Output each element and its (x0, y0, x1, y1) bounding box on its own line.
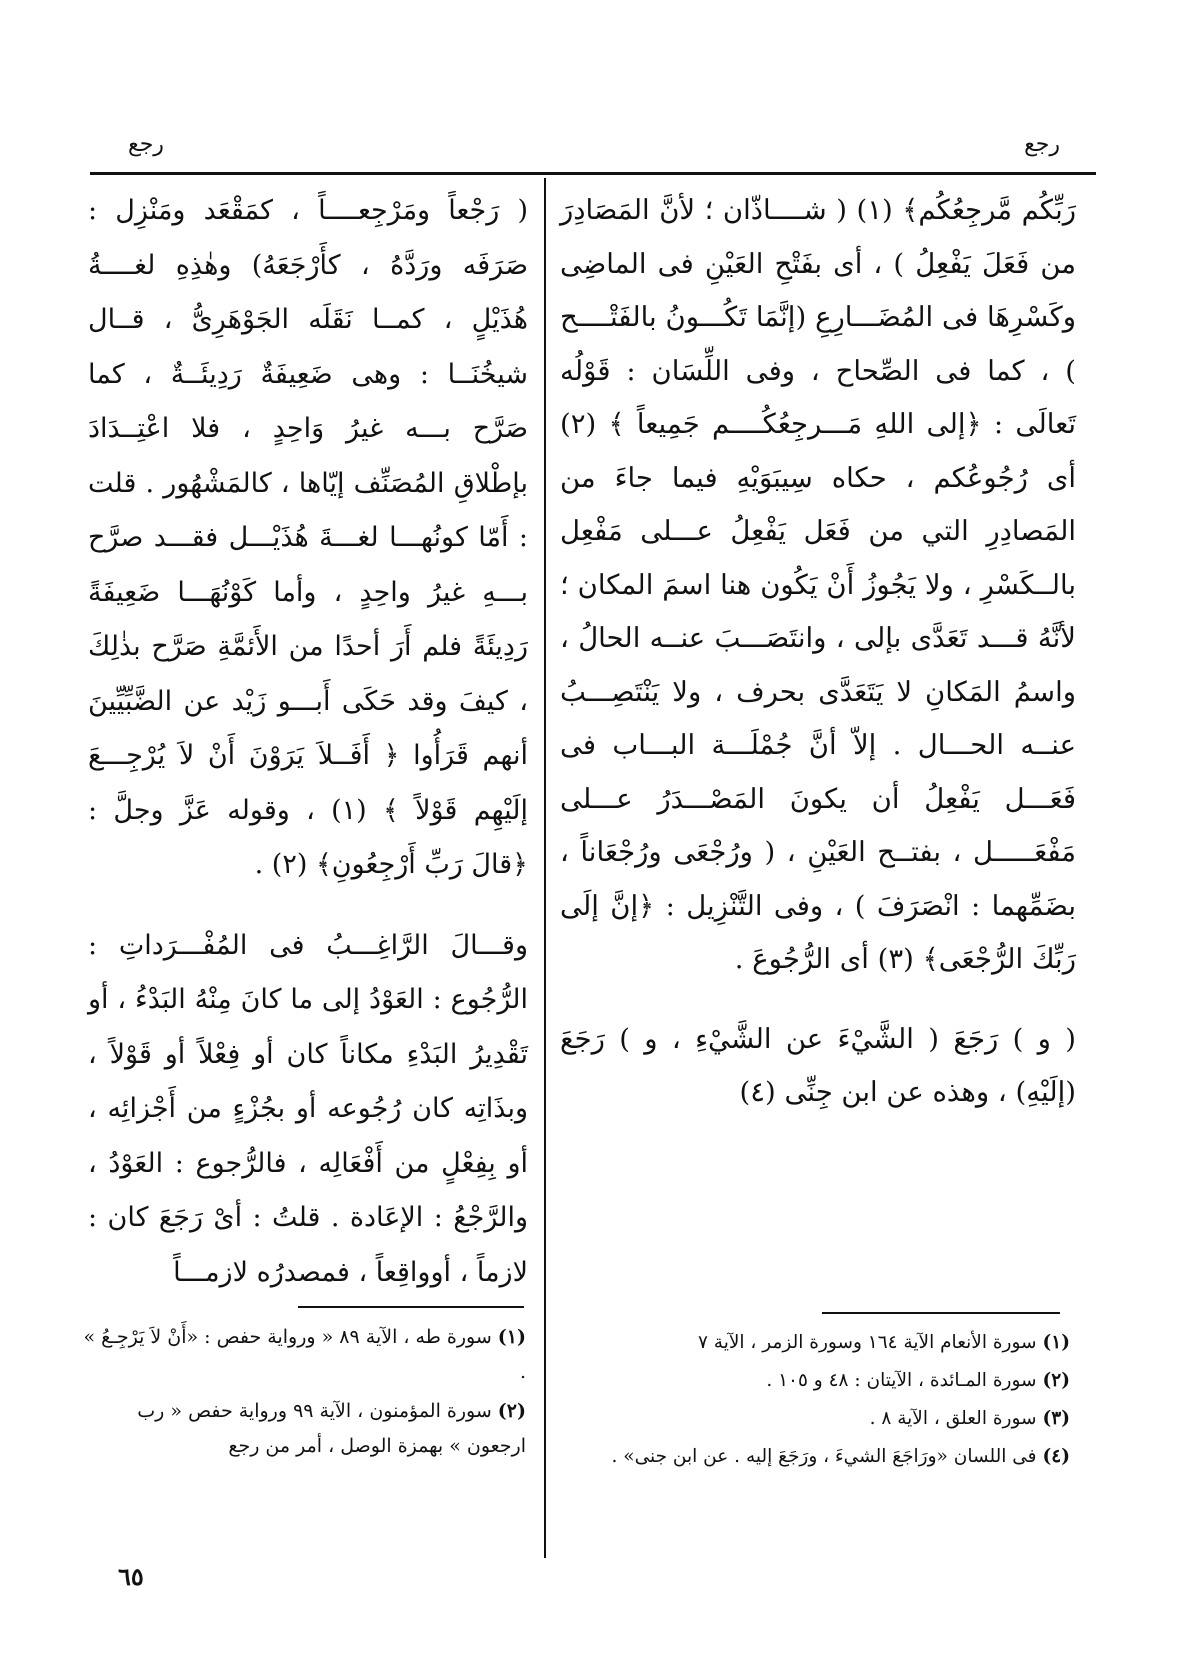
footnote-number: (٤) (1042, 1446, 1070, 1467)
column-divider (544, 178, 546, 1558)
right-column-paragraph: رَبِّكُم مَّرجِعُكُم﴾ (١) ( شــــاذّان ؛ لأنَّ المَصَادِرَ من فَعَلَ يَفْعِلُ ) ، أى بفَتْحِ العَيْنِ فى الماضِى وكَسْرِهَا فى المُضَـــارِعِ (إنَّمَا تَكُـــونُ بالفَتْــــح ) ، كما فى الصِّحاح ، وفى اللِّسَان : قَوْلُه تَعالَى : ﴿إلى اللهِ مَـــرجِعُكُــــم جَمِيعاً ﴾ (٢) أى رُجُوعُكم ، حكاه سِيبَوَيْهِ فيما جاءَ من المَصادِرِ التي من فَعَل يَفْعِلُ عـــلى مَفْعِل بالــكَسْرِ ، ولا يَجُوزُ أَنْ يَكُون هنا اسمَ المكان ؛ لأنَّهُ قـــد تَعَدَّى بإلى ، وانتَصَـــبَ عنــه الحالُ ، واسمُ المَكانِ لا يَتَعَدَّى بحرف ، ولا يَنْتَصِـــبُ عنــه الحـــال . إلاّ أنَّ جُمْلَـــة البـــاب فى فَعَـــل يَفْعِلُ أن يكونَ المَصْـــدَرُ عـــلى مَفْعَـــــل ، بفتــح العَيْنِ ، ( ورُجْعَى ورُجْعَاناً ، بضَمِّهما : انْصَرَفَ ) ، وفى التَّنْزِيل : ﴿إنَّ إلَى رَبِّكَ الرُّجْعَى﴾ (٣) أى الرُّجُوعَ . (560, 194, 1076, 975)
footnote-text: سورة الأنعام الآية ١٦٤ وسورة الزمر ، الآية ٧ (697, 1332, 1037, 1353)
footnote-text: سورة المـائدة ، الآيتان : ٤٨ و ١٠٥ . (766, 1370, 1037, 1391)
footnote-text: سورة المؤمنون ، الآية ٩٩ ورواية حفص « رب ارجعون » بهمزة الوصل ، أمر من رجع (137, 1400, 526, 1457)
footnote-number: (٢) (1042, 1370, 1070, 1391)
page-number: ٦٥ (118, 1562, 144, 1591)
footnote-number: (٣) (1042, 1408, 1070, 1429)
running-head-left: رجع (128, 132, 164, 157)
footnote-number: (١) (497, 1326, 526, 1348)
left-column-paragraph: وقـــالَ الرَّاغِـــبُ فى المُفْـــرَداتِ : الرُّجُوع : العَوْدُ إلى ما كانَ مِنْهُ البَدْءُ ، أو تَقْدِيرُ البَدْءِ مكاناً كان أو فِعْلاً أو قَوْلاً ، وبذَاتِه كان رُجُوعه أو بجُزْءٍ من أَجْزائِه ، أو بِفِعْلٍ من أَفْعَالِه ، فالرُّجوع : العَوْدُ ، والرَّجْعُ : الإعَادة . قلتُ : أىْ رَجَعَ كان : لازماً ، أوواقِعاً ، فمصدرُه لازمـــاً (88, 929, 528, 1288)
footnote-rule-left (298, 1306, 524, 1308)
running-head-right: رجع (1024, 132, 1060, 157)
footnote-number: (١) (1042, 1332, 1070, 1353)
footnote-text: فى اللسان «ورَاجَعَ الشيءَ ، ورَجَعَ إليه . عن ابن جنى» . (611, 1446, 1037, 1467)
left-column-paragraph: ( رَجْعاً ومَرْجِعــــاً ، كمَقْعَد ومَنْزِل : صَرَفَه ورَدَّهُ ، كأَرْجَعَهُ) وهٰذِهِ لغــــةُ هُذَيْلٍ ، كمــا نَقَلَه الجَوْهَرِىُّ ، قــال شيخُنَــا : وهى ضَعِيفَةٌ رَدِيئَــةٌ ، كما صَرَّح بـــه غيرُ وَاحِدٍ ، فلا اعْتِــدَادَ بإطْلاقِ المُصَنِّف إيّاها ، كالمَشْهُور . قلت : أَمّا كونُهـــا لغـــةَ هُذَيْـــل فقـــد صرَّح بـــهِ غيرُ واحِدٍ ، وأما كَوْنُهَـــا ضَعِيفَةً رَدِيئَةً فلم أَرَ أحدًا من الأَئمَّةِ صَرَّح بذٰلِكَ ، كيفَ وقد حَكَى أَبـــو زَيْد عن الضَّبِّيِّينَ أنهم قَرَأُوا ﴿ أَفَــلاَ يَرَوْنَ أَنْ لاَ يُرْجِـــعَ إلَيْهِم قَوْلاً ﴾ (١) ، وقوله عَزَّ وجلَّ : ﴿قالَ رَبِّ أَرْجِعُونِ﴾ (٢) . (88, 195, 528, 880)
footnote (560, 1326, 1070, 1360)
footnote-text: سورة العلق ، الآية ٨ . (869, 1408, 1037, 1429)
footnote (560, 1440, 1070, 1474)
footnote (560, 1402, 1070, 1436)
footnote (560, 1364, 1070, 1398)
right-column-paragraph: ( و ) رَجَعَ ( الشَّيْءَ عن الشَّيْءِ ، و ) رَجَعَ (إلَيْهِ) ، وهذه عن ابن جِنِّى (٤) (560, 1022, 1076, 1108)
page-header (90, 118, 1096, 175)
footnote-rule-right (822, 1312, 1060, 1314)
footnote (80, 1394, 526, 1464)
footnote-number: (٢) (497, 1400, 526, 1422)
footnotes-right (560, 1326, 1070, 1478)
left-column (88, 184, 528, 1300)
footnote-text: سورة طه ، الآية ٨٩ « ورواية حفص : «أَنْ لاَ يَرْجِـعُ » . (83, 1326, 526, 1383)
footnote (80, 1320, 526, 1390)
right-column (560, 184, 1076, 1120)
footnotes-left (80, 1320, 526, 1468)
